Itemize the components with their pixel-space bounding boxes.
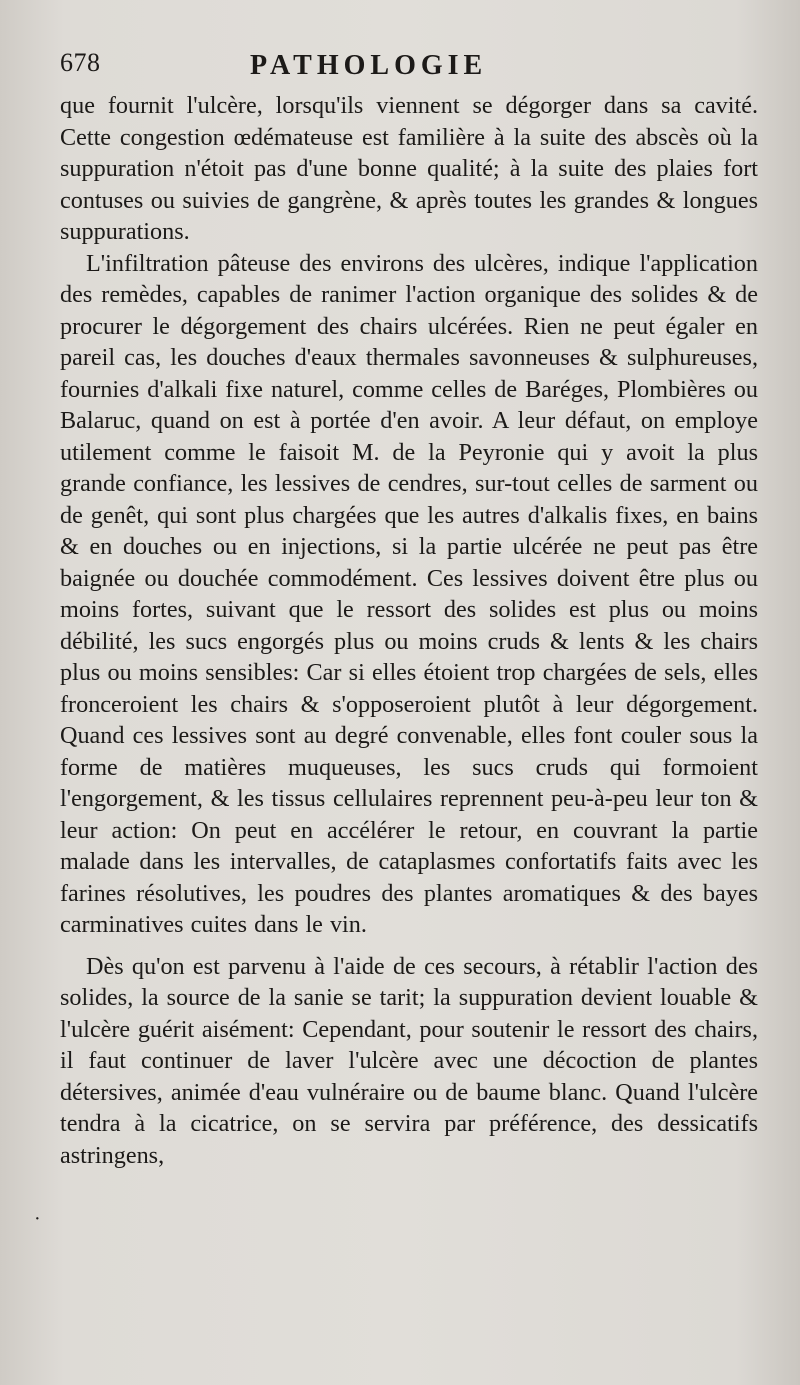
paragraph-infiltration: L'infiltration pâteuse des environs des ulcères, indique l'application des remèdes, capables de ranimer l'action organique des solides & de procurer le dégorgement des chairs ulcérées. Rien ne peut égaler en pareil cas, les douches d'eaux thermales savonneuses & sulphureuses, fournies d'alkali fixe naturel, comme celles de Baréges, Plombières ou Balaruc, quand on est à portée d'en avoir. A leur défaut, on employe utilement comme le faisoit M. de la Peyronie qui y avoit la plus grande confiance, les lessives de cendres, sur-tout celles de sarment ou de genêt, qui sont plus chargées que les autres d'alkalis fixes, en bains & en douches ou en injections, si la partie ulcérée ne peut pas être baignée ou douchée commodément. Ces lessives doivent être plus ou moins fortes, suivant que le ressort des solides est plus ou moins débilité, les sucs engorgés plus ou moins cruds & lents & les chairs plus ou moins sensibles: Car si elles étoient trop chargées de sels, elles fronceroient les chairs & s'opposeroient plutôt à leur dégorgement. Quand ces lessives sont au degré convenable, elles font couler sous la forme de matières muqueuses, les sucs cruds qui formoient l'engorgement, & les tissus cellulaires reprennent peu-à-peu leur ton & leur action: On peut en accélérer le retour, en couvrant la partie malade dans les intervalles, de cataplasmes confortatifs faits avec les farines résolutives, les poudres des plantes aromatiques & des bayes carminatives cuites dans le vin.	[60, 249, 758, 938]
body-text	[60, 90, 758, 1171]
running-head: PATHOLOGIE	[250, 50, 488, 81]
paragraph-secours: Dès qu'on est parvenu à l'aide de ces secours, à rétablir l'action des solides, la source de la sanie se tarit; la suppuration devient louable & l'ulcère guérit aisément: Cependant, pour soutenir le ressort des chairs, il faut continuer de laver l'ulcère avec une décoction de plantes détersives, animée d'eau vulnéraire ou de baume blanc. Quand l'ulcère tendra à la cicatrice, on se servira par préférence, des dessicatifs astringens,	[60, 952, 758, 1169]
margin-mark: ·	[34, 1208, 41, 1230]
page-header	[60, 40, 758, 90]
page-number: 678	[60, 48, 101, 77]
paragraph-continuation: que fournit l'ulcère, lorsqu'ils viennent se dégorger dans sa cavité. Cette congestion œdémateuse est familière à la suite des abscès où la suppuration n'étoit pas d'une bonne qualité; à la suite des plaies fort contuses ou suivies de gangrène, & après toutes les grandes & longues suppurations.	[60, 92, 758, 245]
